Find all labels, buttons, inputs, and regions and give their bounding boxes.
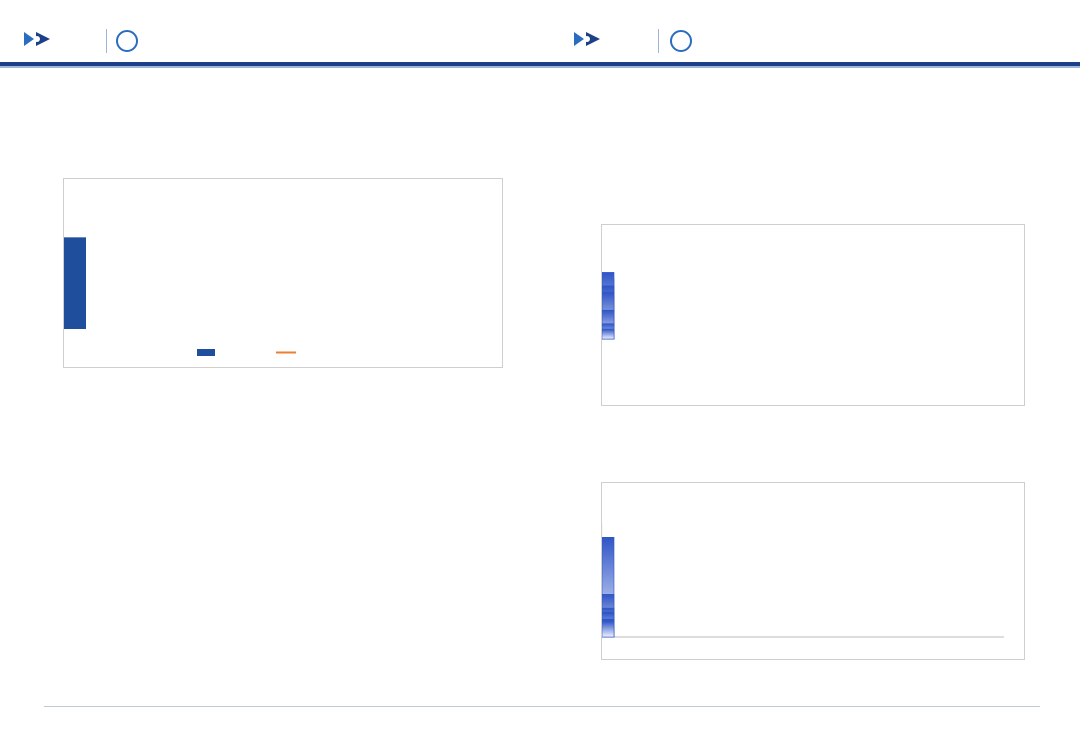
cmr-seal-icon [670,30,692,52]
registration-chart-plot [602,255,1024,405]
header-divider [658,29,659,53]
footer-rule [44,706,1040,707]
region-chart-box [601,482,1025,660]
right-header [540,0,1080,70]
legend-swatch-bar [197,349,215,356]
bar [602,329,614,339]
header-divider [106,29,107,53]
registration-chart-box [601,224,1025,406]
region-chart-plot [602,515,1024,659]
bar [602,621,614,637]
sales-chart-plot [64,211,502,367]
brand-logo-icon [572,28,602,50]
sales-chart-box [63,178,503,368]
cmr-seal-icon [116,30,138,52]
header-rule-light [0,66,1080,68]
brand-logo-icon [22,28,52,50]
left-header [0,0,540,70]
bar [64,237,86,329]
